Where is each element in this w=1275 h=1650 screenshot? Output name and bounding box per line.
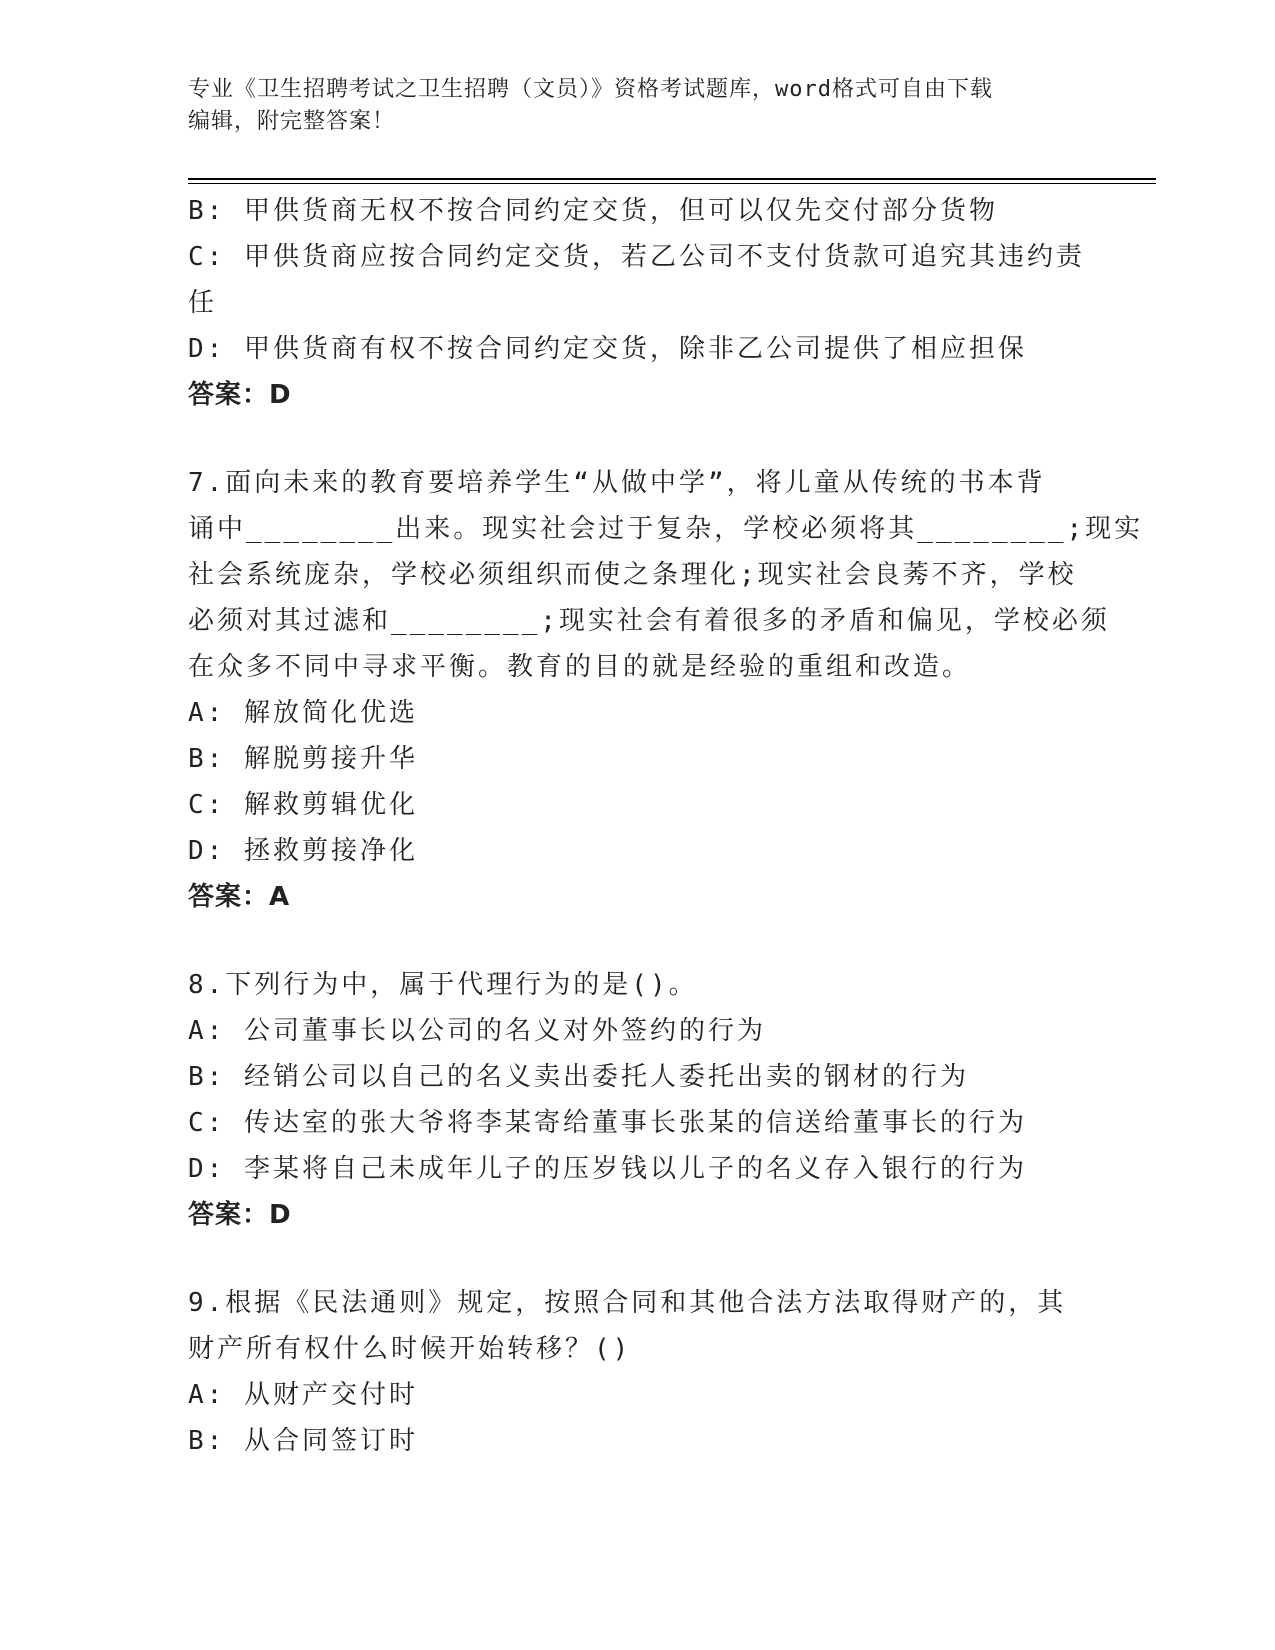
q8-option-a: A: 公司董事长以公司的名义对外签约的行为 xyxy=(188,1016,766,1046)
q6-answer: 答案：D xyxy=(188,380,292,410)
question-9-partial xyxy=(188,1280,1078,1464)
q7-answer: 答案：A xyxy=(188,882,291,912)
spacer xyxy=(188,1238,1078,1280)
q8-option-c: C: 传达室的张大爷将李某寄给董事长张某的信送给董事长的行为 xyxy=(188,1108,1027,1138)
header-divider-thick xyxy=(188,178,1156,180)
q7-option-c: C: 解救剪辑优化 xyxy=(188,790,418,820)
question-8 xyxy=(188,962,1078,1238)
q8-option-b: B: 经销公司以自己的名义卖出委托人委托出卖的钢材的行为 xyxy=(188,1062,969,1092)
question-content xyxy=(188,188,1144,1464)
q6-option-c-line-2: 任 xyxy=(188,288,218,318)
q6-option-d: D: 甲供货商有权不按合同约定交货，除非乙公司提供了相应担保 xyxy=(188,334,1027,364)
q7-option-a: A: 解放简化优选 xyxy=(188,698,418,728)
q8-text-line-1: 8.下列行为中，属于代理行为的是()。 xyxy=(188,970,698,1000)
spacer xyxy=(188,418,1078,460)
q7-text-line-4: 必须对其过滤和________;现实社会有着很多的矛盾和偏见，学校必须 xyxy=(188,606,1110,636)
q8-option-d: D: 李某将自己未成年儿子的压岁钱以儿子的名义存入银行的行为 xyxy=(188,1154,1027,1184)
q7-option-b: B: 解脱剪接升华 xyxy=(188,744,418,774)
question-7 xyxy=(188,460,1144,920)
q9-option-b: B: 从合同签订时 xyxy=(188,1426,418,1456)
q7-option-d: D: 拯救剪接净化 xyxy=(188,836,418,866)
header-line-2: 编辑，附完整答案！ xyxy=(188,109,396,134)
q7-text-line-2: 诵中________出来。现实社会过于复杂，学校必须将其________;现实 xyxy=(188,514,1144,544)
q9-text-line-2: 财产所有权什么时候开始转移？() xyxy=(188,1334,632,1364)
q6-option-b: B: 甲供货商无权不按合同约定交货，但可以仅先交付部分货物 xyxy=(188,196,998,226)
q9-text-line-1: 9.根据《民法通则》规定，按照合同和其他合法方法取得财产的，其 xyxy=(188,1288,1067,1318)
question-6-partial xyxy=(188,188,1085,418)
q9-option-a: A: 从财产交付时 xyxy=(188,1380,418,1410)
header-divider-thin xyxy=(188,183,1156,184)
spacer xyxy=(188,920,1078,962)
q8-answer: 答案：D xyxy=(188,1200,292,1230)
q6-option-c-line-1: C: 甲供货商应按合同约定交货，若乙公司不支付货款可追究其违约责 xyxy=(188,242,1085,272)
q7-text-line-3: 社会系统庞杂，学校必须组织而使之条理化;现实社会良莠不齐，学校 xyxy=(188,560,1077,590)
q7-text-line-1: 7.面向未来的教育要培养学生“从做中学”，将儿童从传统的书本背 xyxy=(188,468,1046,498)
document-header xyxy=(188,74,1068,138)
q7-text-line-5: 在众多不同中寻求平衡。教育的目的就是经验的重组和改造。 xyxy=(188,652,972,682)
header-line-1: 专业《卫生招聘考试之卫生招聘（文员）》资格考试题库，word格式可自由下载 xyxy=(188,77,993,102)
